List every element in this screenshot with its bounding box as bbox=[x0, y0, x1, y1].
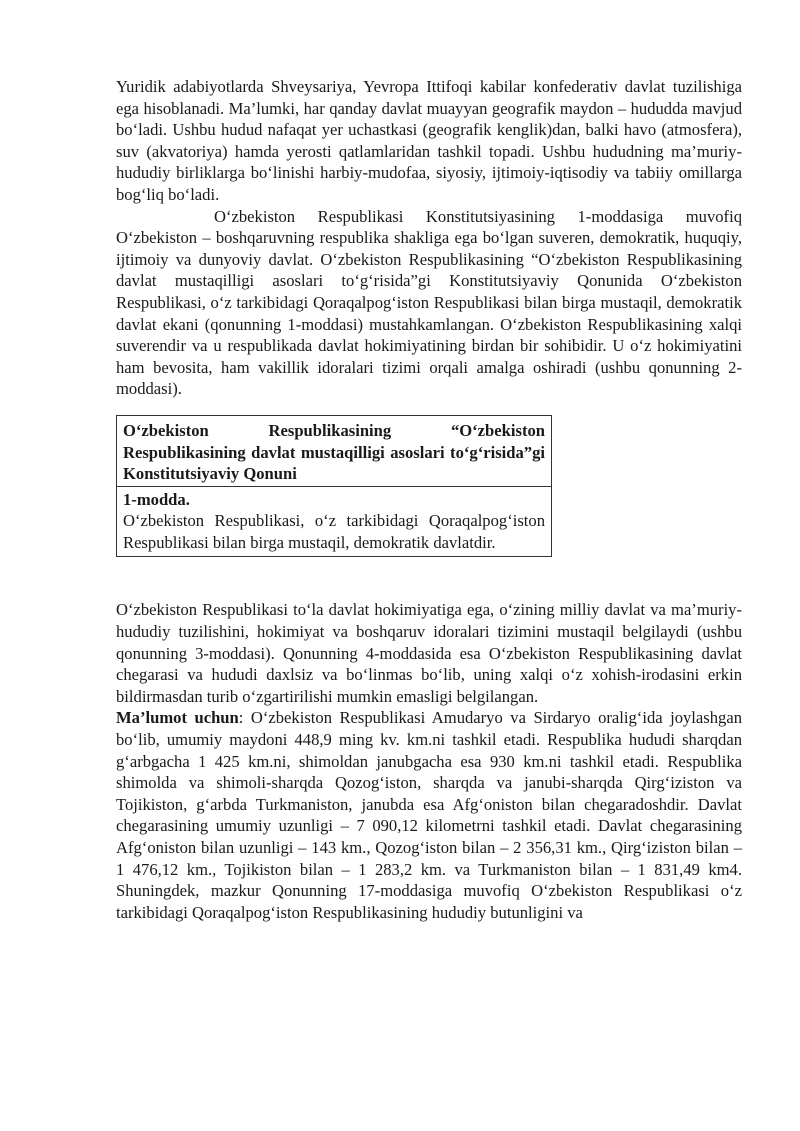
law-quote-title: Oʻzbekiston Respublikasining “Oʻzbekiston Respublikasining davlat mustaqilligi asoslari toʻgʻrisida”gi Konstitutsiyaviy Qonuni bbox=[117, 416, 551, 487]
paragraph-intro-text: Yuridik adabiyotlarda Shveysariya, Yevropa Ittifoqi kabilar konfederativ davlat tuzilishiga ega hisoblanadi. Ma’lumki, har qanday davlat muayyan geografik maydon – hududda mavjud boʻladi. Ushbu hudud nafaqat yer uchastkasi (geografik kenglik)dan, balki havo (atmosfera), suv (akvatoriya) hamda yerosti qatlamlaridan tashkil topadi. Ushbu hududning ma’muriy-hududiy birliklarga boʻlinishi harbiy-mudofaa, siyosiy, ijtimoiy-iqtisodiy va tabiiy omillarga bogʻliq boʻladi. bbox=[116, 77, 742, 204]
law-quote-body bbox=[117, 487, 551, 557]
law-quote-box bbox=[116, 415, 552, 558]
info-label: Ma’lumot uchun bbox=[116, 708, 239, 728]
paragraph-constitution-text: Oʻzbekiston Respublikasi Konstitutsiyasining 1-moddasiga muvofiq Oʻzbekiston – boshqaruvning respublika shakliga ega boʻlgan suveren, demokratik, huquqiy, ijtimoiy va dunyoviy davlat. Oʻzbekiston Respublikasining “Oʻzbekiston Respublikasining davlat mustaqilligi asoslari toʻgʻrisida”gi Konstitutsiyaviy Qonunida Oʻzbekiston Respublikasi, oʻz tarkibidagi Qoraqalpogʻiston Respublikasi bilan birga mustaqil, demokratik davlat ekani (qonunning 1-moddasi) mustahkamlangan. Oʻzbekiston Respublikasining xalqi suverendir va u respublikada davlat hokimiyatining birdan bir sohibidir. U oʻz hokimiyatini ham bevosita, ham vakillik idoralari tizimi orqali amalga oshiradi (ushbu qonunning 2-moddasi). bbox=[116, 206, 742, 399]
paragraph-intro bbox=[116, 76, 742, 400]
paragraph-info bbox=[116, 707, 742, 923]
document-page bbox=[116, 76, 742, 923]
law-article-text: Oʻzbekiston Respublikasi, oʻz tarkibidagi Qoraqalpogʻiston Respublikasi bilan birga mustaqil, demokratik davlatdir. bbox=[123, 511, 545, 552]
paragraph-sovereignty: Oʻzbekiston Respublikasi toʻla davlat hokimiyatiga ega, oʻzining milliy davlat va ma’muriy-hududiy tuzilishini, hokimiyat va boshqaruv idoralari tizimini mustaqil belgilaydi (ushbu qonunning 3-moddasi). Qonunning 4-moddasida esa Oʻzbekiston Respublikasining davlat chegarasi va hududi daxlsiz va boʻlinmas boʻlib, uning xalqi oʻz xohish-irodasini erkin bildirmasdan turib oʻzgartirilishi mumkin emasligi belgilangan. bbox=[116, 600, 742, 706]
info-text: : Oʻzbekiston Respublikasi Amudaryo va Sirdaryo oraligʻida joylashgan boʻlib, umumiy maydoni 448,9 ming kv. km.ni tashkil etadi. Respublika hududi sharqdan gʻarbgacha 1 425 km.ni, shimoldan janubgacha esa 930 km.ni tashkil etadi. Respublika shimolda va shimoli-sharqda Qozogʻiston, sharqda va janubi-sharqda Qirgʻiziston va Tojikiston, gʻarbda Turkmaniston, janubda esa Afgʻoniston bilan chegaradoshdir. Davlat chegarasining umumiy uzunligi – 7 090,12 kilometrni tashkil etadi. Davlat chegarasining Afgʻoniston bilan uzunligi – 143 km., Qozogʻiston bilan – 2 356,31 km., Qirgʻiziston bilan – 1 476,12 km., Tojikiston bilan – 1 283,2 km. va Turkmaniston bilan – 1 831,49 km4. Shuningdek, mazkur Qonunning 17-moddasiga muvofiq Oʻzbekiston Respublikasi oʻz tarkibidagi Qoraqalpogʻiston Respublikasining hududiy butunligini va bbox=[116, 708, 742, 922]
spacer bbox=[116, 557, 742, 599]
law-article-number: 1-modda. bbox=[123, 489, 190, 509]
